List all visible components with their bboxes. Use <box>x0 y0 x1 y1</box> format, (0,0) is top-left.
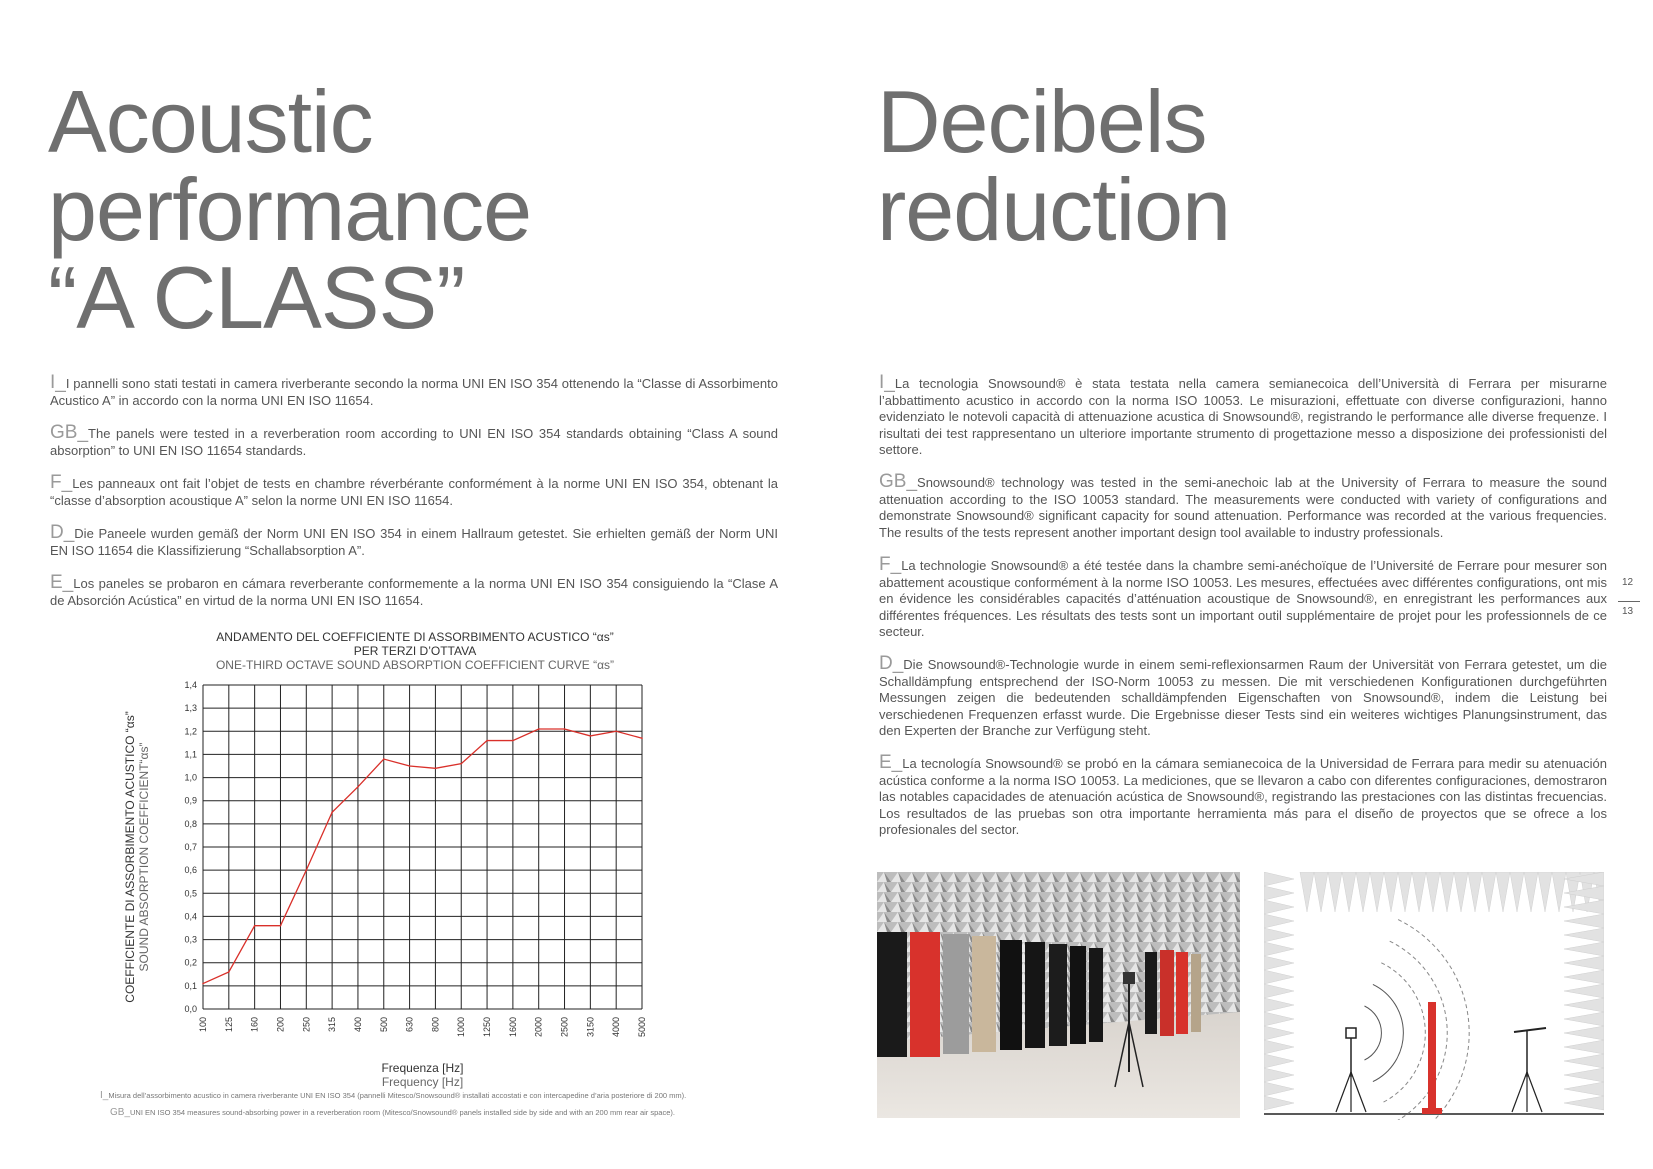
right-title-line: reduction <box>877 160 1231 259</box>
x-tick-label: 250 <box>301 1017 312 1033</box>
absorber-wedge <box>1264 956 1294 970</box>
lang-marker: F_ <box>879 554 902 575</box>
anechoic-room-photo <box>877 872 1240 1118</box>
data-point <box>280 925 282 927</box>
y-tick-label: 1,2 <box>184 726 197 737</box>
x-tick-label: 1600 <box>507 1017 518 1038</box>
absorber-wedge <box>1264 900 1294 914</box>
x-tick-label: 400 <box>352 1017 363 1033</box>
x-tick-label: 4000 <box>611 1017 622 1038</box>
absorber-wedge <box>1564 942 1604 956</box>
paragraph-text: La tecnologia Snowsound® è stata testata nella camera semianecoica dell’Università di Ferrara per misurarne l’abbattimento acustico in accordo con la norma ISO 10053. Le misurazioni, effettuate con diverse configurazioni, hanno evidenziato le notevoli capacità di attenuazione acustica di Snowsound®, registrando le performance alle diverse frequenze. I risultati dei test rappresentano un ulteriore importante strumento di progettazione messo a disposizione dei professionisti del settore. <box>879 376 1607 457</box>
absorber-wedge <box>1564 928 1604 942</box>
caption-text: Misura dell’assorbimento acustico in camera riverberante UNI EN ISO 354 (pannelli Mitesco/Snowsound® installati accostati e con intercapedine d’aria posteriore di 200 mm). <box>108 1091 687 1100</box>
x-tick-label: 500 <box>378 1017 389 1033</box>
paragraph-it <box>879 372 1607 459</box>
speaker-icon <box>1346 1028 1356 1038</box>
y-tick-label: 0,2 <box>184 957 197 968</box>
absorber-wedge <box>1564 914 1604 928</box>
absorber-wedge <box>1398 872 1412 912</box>
caption-text: UNI EN ISO 354 measures sound-absorbing power in a reverberation room (Mitesco/Snowsound® panels installed side by side and with an 200 mm rear air space). <box>130 1108 675 1117</box>
y-tick-label: 1,4 <box>184 680 197 690</box>
x-tick-label: 800 <box>430 1017 441 1033</box>
lang-marker: D_ <box>50 522 75 543</box>
paragraph-it <box>50 372 778 409</box>
absorber-wedge <box>1564 900 1604 914</box>
lang-marker: I_ <box>50 372 66 393</box>
x-tick-label: 2500 <box>559 1017 570 1038</box>
absorber-wedge <box>1564 1096 1604 1110</box>
chart-subtitle: ONE-THIRD OCTAVE SOUND ABSORPTION COEFFICIENT CURVE “αs” <box>215 658 615 672</box>
x-tick-label: 3150 <box>585 1017 596 1038</box>
chart-title-block <box>160 630 670 672</box>
series-line <box>203 729 642 984</box>
data-point <box>435 768 437 770</box>
left-title-line: Acoustic <box>48 72 373 171</box>
lang-marker: GB_ <box>110 1107 131 1118</box>
data-point <box>460 763 462 765</box>
absorber-wedge <box>1342 872 1356 912</box>
x-tick-label: 5000 <box>637 1017 647 1038</box>
data-point <box>538 728 540 730</box>
caption-gb <box>110 1107 675 1118</box>
paragraph-text: Die Paneele wurden gemäß der Norm UNI EN ISO 354 in einem Hallraum getestet. Sie erhielten gemäß der Norm UNI EN ISO 11654 die Klassifizierung “Schallabsorption A”. <box>50 526 778 558</box>
absorber-wedge <box>1314 872 1328 912</box>
absorber-wedge <box>1264 1068 1294 1082</box>
lang-marker: D_ <box>879 653 904 674</box>
absorber-wedge <box>1264 1012 1294 1026</box>
absorber-wedge <box>1264 914 1294 928</box>
absorber-wedge <box>1370 872 1384 912</box>
lang-marker: I_ <box>100 1090 109 1101</box>
paragraph-text: I pannelli sono stati testati in camera riverberante secondo la norma UNI EN ISO 354 ottenendo la “Classe di Assorbimento Acustico A” in accordo con la norma UNI EN ISO 11654. <box>50 376 778 408</box>
absorber-wedge <box>1524 872 1538 912</box>
y-axis-label-en: SOUND ABSORPTION COEFFICIENT“αs” <box>137 742 151 972</box>
y-tick-label: 1,0 <box>184 772 197 783</box>
absorber-wedge <box>1264 998 1294 1012</box>
absorber-wedge <box>1510 872 1524 912</box>
paragraph-text: La technologie Snowsound® a été testée dans la chambre semi-anéchoïque de l’Université de Ferrare pour mesurer son abattement acoustique conformément à la norme ISO 10053. Les mesures, effectuées avec différentes configurations, ont mis en évidence les considérables capacités d’atténuation acoustique de Snowsound®, en enregistrant les performances aux différentes fréquences. Les résultats des tests sont un important outil supplémentaire de projet pour les professionnels de ce secteur. <box>879 558 1607 639</box>
data-point <box>202 983 204 985</box>
absorber-wedge <box>1300 872 1314 912</box>
absorber-wedge <box>1356 872 1370 912</box>
left-title-line: performance <box>48 160 532 259</box>
y-tick-label: 0,8 <box>184 818 197 829</box>
anechoic-room-image <box>877 872 1240 1118</box>
left-title <box>48 72 532 347</box>
data-point <box>331 811 333 813</box>
lang-marker: E_ <box>50 572 74 593</box>
absorber-wedge <box>1440 872 1454 912</box>
data-point <box>486 740 488 742</box>
right-title-line: Decibels <box>877 72 1207 171</box>
absorber-wedge <box>1264 886 1294 900</box>
absorber-wedge <box>1564 1054 1604 1068</box>
page-number: 13 <box>1622 606 1634 617</box>
lang-marker: GB_ <box>50 422 89 443</box>
x-tick-label: 630 <box>404 1017 415 1033</box>
test-setup-diagram <box>1264 872 1604 1120</box>
absorber-wedge <box>1328 872 1342 912</box>
chart-title-line2: PER TERZI D’OTTAVA <box>353 644 477 658</box>
paragraph-text: Die Snowsound®-Technologie wurde in einem semi-reflexionsarmen Raum der Universität von Ferrara getestet, um die Schalldämpfung entsprechend der ISO-Norm 10053 zu messen. Die mit verschiedenen Konfigurationen durchgeführten Messungen zeigen die bedeutenden schalldämpfenden Eigenschaften von Snowsound®, indem die Leistung bei verschiedenen Frequenzen erfasst wurde. Die Ergebnisse dieser Tests sind ein weiteres wichtiges Planungsinstrument, das den Experten der Branche zur Verfügung steht. <box>879 657 1607 738</box>
y-tick-label: 0,0 <box>184 1004 197 1014</box>
absorber-wedge <box>1564 1040 1604 1054</box>
paragraph-text: La tecnología Snowsound® se probó en la cámara semianecoica de la Universidad de Ferrara para medir su atenuación acústica conforme a la norma ISO 10053. La mediciones, que se llevaron a cabo con diferentes configuraciones, demostraron las notables capacidades de atenuación acústica de Snowsound®, registrando las prestaciones con las distintas frecuencias. Los resultados de las pruebas son otra importante herramienta más para el diseño de proyectos que se ofrece a los profesionales del sector. <box>879 756 1607 837</box>
absorber-wedge <box>1264 928 1294 942</box>
data-point <box>357 786 359 788</box>
y-tick-label: 0,7 <box>184 842 197 852</box>
y-tick-label: 0,9 <box>184 795 197 806</box>
paragraph-text: The panels were tested in a reverberation room according to UNI EN ISO 354 standards obtaining “Class A sound absorption” to UNI EN ISO 11654 standards. <box>50 426 778 458</box>
x-tick-label: 315 <box>327 1017 338 1033</box>
data-point <box>409 765 411 767</box>
microphone-icon <box>1514 1028 1546 1032</box>
absorber-wedge <box>1564 956 1604 970</box>
lang-marker: GB_ <box>879 471 918 492</box>
absorber-wedge <box>1264 1040 1294 1054</box>
caption-it <box>100 1090 686 1101</box>
absorber-wedge <box>1384 872 1398 912</box>
x-tick-label: 125 <box>223 1017 234 1033</box>
y-tick-label: 0,4 <box>184 911 197 922</box>
lang-marker: F_ <box>50 472 73 493</box>
paragraph-fr <box>50 472 778 509</box>
y-axis-label: COEFFICIENTE DI ASSORBIMENTO ACUSTICO “αs” <box>123 711 137 1003</box>
absorber-wedge <box>1496 872 1510 912</box>
panel-base <box>1422 1108 1442 1114</box>
absorber-wedge <box>1564 970 1604 984</box>
absorber-wedge <box>1412 872 1426 912</box>
x-tick-label: 1000 <box>456 1017 467 1038</box>
left-title-line: “A CLASS” <box>48 248 465 347</box>
paragraph-es <box>879 752 1607 839</box>
page-number: 12 <box>1622 577 1634 588</box>
x-axis-label-en: Frequency [Hz] <box>381 1075 464 1089</box>
sound-wave <box>1373 984 1403 1081</box>
x-tick-label: 2000 <box>533 1017 544 1038</box>
absorber-wedge <box>1552 872 1566 912</box>
y-tick-label: 0,1 <box>184 980 197 991</box>
paragraph-de <box>879 653 1607 740</box>
y-tick-label: 1,1 <box>184 749 197 760</box>
y-tick-label: 0,5 <box>184 888 197 899</box>
absorber-wedge <box>1264 872 1294 886</box>
y-tick-label: 0,6 <box>184 865 197 876</box>
absorber-wedge <box>1264 1026 1294 1040</box>
data-point <box>512 740 514 742</box>
absorber-wedge <box>1564 998 1604 1012</box>
x-axis-label: Frequenza [Hz] <box>381 1061 464 1075</box>
absorption-chart <box>110 675 670 1125</box>
x-tick-label: 160 <box>249 1017 260 1033</box>
paragraph-de <box>50 522 778 559</box>
paragraph-gb <box>879 471 1607 541</box>
test-setup-diagram-image <box>1264 872 1604 1120</box>
panel-icon <box>1428 1002 1436 1110</box>
x-tick-label: 200 <box>275 1017 286 1033</box>
data-point <box>615 730 617 732</box>
paragraph-text: Les panneaux ont fait l’objet de tests en chambre réverbérante conformément à la norme UNI EN ISO 354, obtenant la “classe d’absorption acoustique A” selon la norme UNI EN ISO 11654. <box>50 476 778 508</box>
paragraph-text: Snowsound® technology was tested in the semi-anechoic lab at the University of Ferrara to measure the sound attenuation according to the ISO 10053 standard. The measurements were conducted with variety of configurations and demonstrate Snowsound® significant capacity for sound attenuation. Performance was recorded at the various frequencies. The results of the tests represent another important design tool available to industry professionals. <box>879 475 1607 540</box>
absorber-wedge <box>1264 984 1294 998</box>
data-point <box>305 869 307 871</box>
absorber-wedge <box>1264 970 1294 984</box>
absorber-wedge <box>1264 1096 1294 1110</box>
tripod-leg <box>1336 1072 1351 1112</box>
absorber-wedge <box>1264 1082 1294 1096</box>
absorber-wedge <box>1564 1026 1604 1040</box>
data-point <box>254 925 256 927</box>
absorber-wedge <box>1538 872 1552 912</box>
tripod-leg <box>1351 1072 1366 1112</box>
paragraph-gb <box>50 422 778 459</box>
absorber-wedge <box>1482 872 1496 912</box>
paragraph-es <box>50 572 778 609</box>
lang-marker: E_ <box>879 752 903 773</box>
lang-marker: I_ <box>879 372 895 393</box>
data-point <box>641 737 643 739</box>
chart-title: ANDAMENTO DEL COEFFICIENTE DI ASSORBIMENTO ACUSTICO “αs” <box>216 630 614 644</box>
absorber-wedge <box>1564 1082 1604 1096</box>
absorber-wedge <box>1264 942 1294 956</box>
data-point <box>228 971 230 973</box>
x-tick-label: 100 <box>198 1017 208 1033</box>
data-point <box>383 758 385 760</box>
tripod-leg <box>1527 1072 1542 1112</box>
paragraph-text: Los paneles se probaron en cámara reverberante conformemente a la norma UNI EN ISO 354 consiguiendo la “Clase A de Absorción Acústica” en virtud de la norma UNI EN ISO 11654. <box>50 576 778 608</box>
page-number-divider <box>1618 601 1640 602</box>
sound-wave <box>1365 1006 1382 1060</box>
right-title <box>877 72 1231 259</box>
y-tick-label: 1,3 <box>184 703 197 714</box>
paragraph-fr <box>879 554 1607 641</box>
y-tick-label: 0,3 <box>184 934 197 945</box>
absorber-wedge <box>1468 872 1482 912</box>
tripod-leg <box>1512 1072 1527 1112</box>
absorber-wedge <box>1564 1012 1604 1026</box>
data-point <box>564 728 566 730</box>
sound-wave <box>1390 941 1448 1120</box>
absorber-wedge <box>1564 984 1604 998</box>
data-point <box>590 735 592 737</box>
absorber-wedge <box>1564 1068 1604 1082</box>
absorber-wedge <box>1454 872 1468 912</box>
absorber-wedge <box>1426 872 1440 912</box>
x-tick-label: 1250 <box>482 1017 493 1038</box>
absorber-wedge <box>1264 1054 1294 1068</box>
